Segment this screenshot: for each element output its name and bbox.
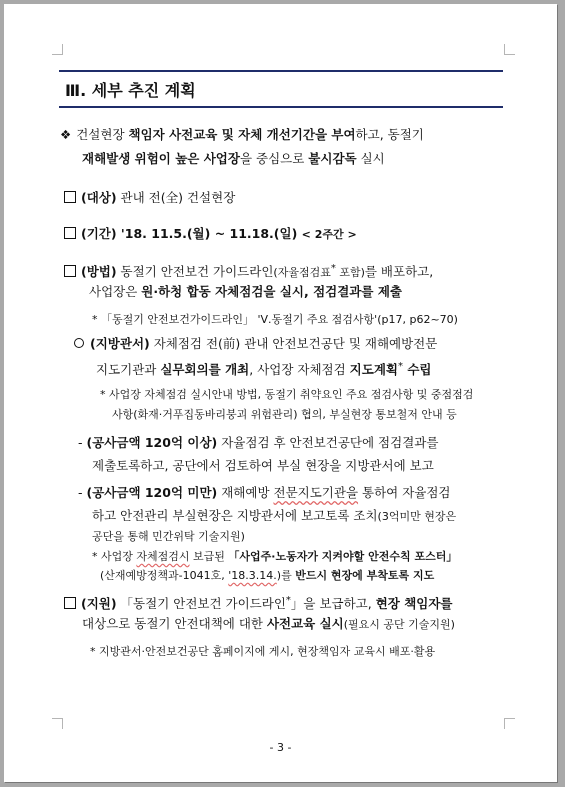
- crop-mark-bottom-right: [504, 718, 515, 729]
- intro-line-1: ❖ 건설현장 책임자 사전교육 및 자체 개선기간을 부여하고, 동절기: [60, 127, 424, 142]
- checkbox-square-icon: [64, 191, 76, 203]
- crop-mark-top-right: [504, 44, 515, 55]
- support-line-2: 대상으로 동절기 안전대책에 대한 사전교육 실시(필요시 공단 기술지원): [82, 616, 455, 631]
- under-120-line-1: - (공사금액 120억 미만) 재해예방 전문지도기관을 통하여 자율점검: [78, 485, 451, 500]
- section-heading: [59, 70, 503, 108]
- under-120-line-3: 공단을 통해 민간위탁 기술지원): [92, 530, 245, 543]
- under-120-line-2: 하고 안전관리 부실현장은 지방관서에 보고토록 조치(3억미만 현장은: [92, 508, 457, 523]
- office-footnote-2: 사항(화재·거푸집동바리붕괴 위험관리) 협의, 부실현장 통보철저 안내 등: [112, 408, 457, 421]
- checkbox-square-icon: [64, 597, 76, 609]
- method-line-2: 사업장은 원·하청 합동 자체점검을 실시, 점검결과를 제출: [89, 284, 402, 299]
- checkbox-square-icon: [64, 265, 76, 277]
- document-page: [4, 4, 557, 782]
- period-item: (기간) '18. 11.5.(월) ~ 11.18.(일) < 2주간 >: [64, 226, 357, 243]
- office-line-1: (지방관서) 자체점검 전(前) 관내 안전보건공단 및 재해예방전문: [74, 336, 437, 352]
- checkbox-square-icon: [64, 227, 76, 239]
- over-120-line-2: 제출토록하고, 공단에서 검토하여 부실 현장을 지방관서에 보고: [92, 458, 434, 473]
- over-120-line-1: - (공사금액 120억 이상) 자율점검 후 안전보건공단에 점검결과를: [78, 435, 439, 450]
- target-item: (대상) 관내 전(全) 건설현장: [64, 190, 235, 206]
- method-footnote: * 「동절기 안전보건가이드라인」 'Ⅴ.동절기 주요 점검사항'(p17, p62~70): [92, 313, 458, 326]
- crop-mark-bottom-left: [52, 718, 63, 729]
- office-line-2: 지도기관과 실무회의를 개최, 사업장 자체점검 지도계획* 수립: [96, 361, 432, 378]
- crop-mark-top-left: [52, 44, 63, 55]
- intro-line-2: 재해발생 위험이 높은 사업장을 중심으로 불시감독 실시: [82, 151, 385, 166]
- under-120-footnote-1: * 사업장 자체점검시 보급된 「사업주·노동자가 지켜야할 안전수칙 포스터」: [92, 550, 458, 563]
- circle-bullet-icon: [74, 338, 84, 348]
- section-title: Ⅲ. 세부 추진 계획: [65, 81, 196, 100]
- support-footnote: * 지방관서·안전보건공단 홈페이지에 게시, 현장책임자 교육시 배포·활용: [90, 645, 436, 658]
- page-number: - 3 -: [269, 741, 292, 754]
- diamond-bullet-icon: ❖: [60, 127, 72, 142]
- support-line-1: (지원) 「동절기 안전보건 가이드라인*」을 보급하고, 현장 책임자를: [64, 593, 453, 612]
- method-line-1: (방법) 동절기 안전보건 가이드라인(자율점검표* 포함)를 배포하고,: [64, 261, 433, 281]
- under-120-footnote-2: (산재예방정책과-1041호, '18.3.14.)를 반드시 현장에 부착토록 지도: [100, 569, 435, 582]
- office-footnote-1: * 사업장 자체점검 실시안내 방법, 동절기 취약요인 주요 점검사항 및 중점점검: [100, 388, 474, 401]
